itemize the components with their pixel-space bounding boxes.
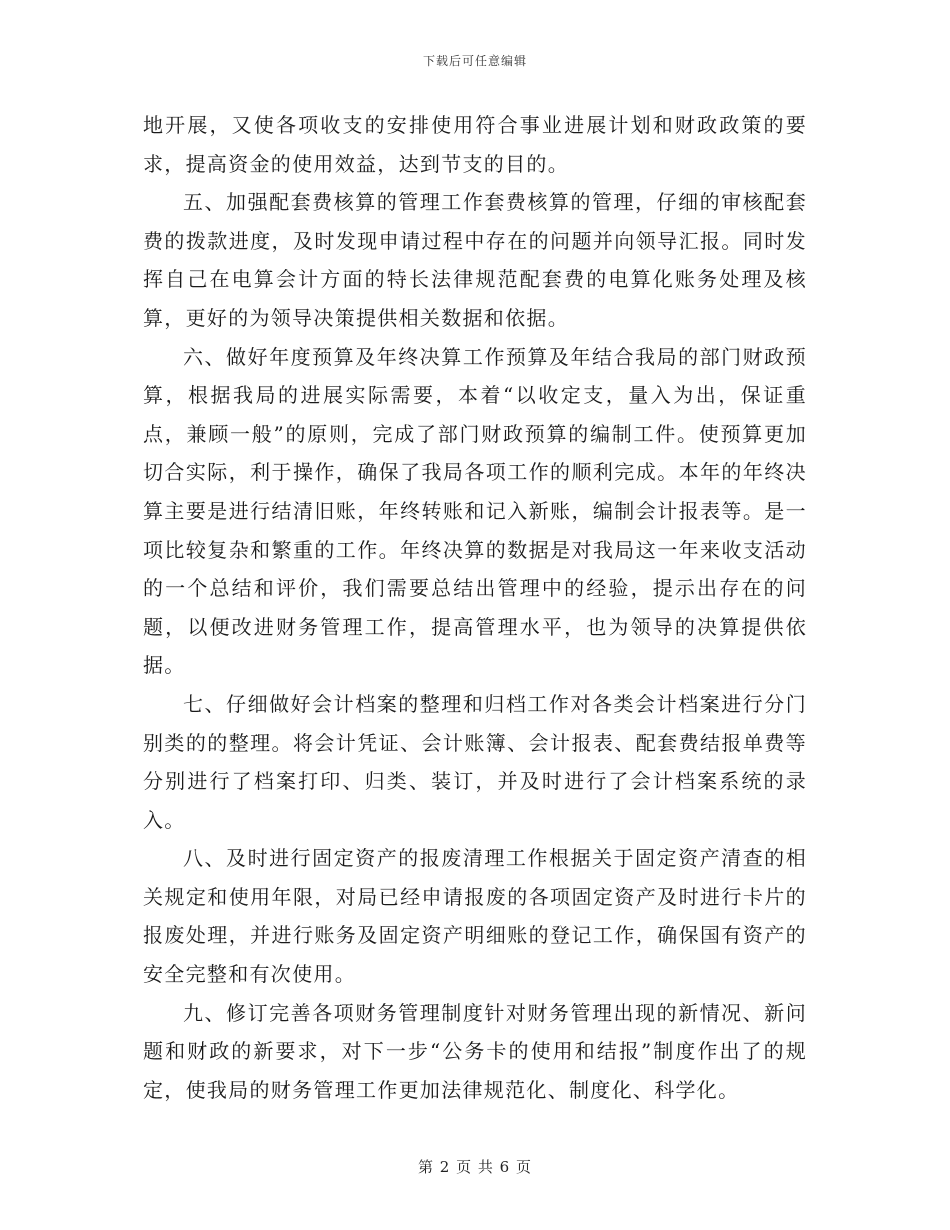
paragraph-continuation: 地开展，又使各项收支的安排使用符合事业进展计划和财政政策的要求，提高资金的使用效益，达到节支的目的。 — [143, 113, 807, 176]
paragraph-section-9: 九、修订完善各项财务管理制度针对财务管理出现的新情况、新问题和财政的新要求，对下一步“公务卡的使用和结报”制度作出了的规定，使我局的财务管理工作更加法律规范化、制度化、科学化。 — [143, 1000, 807, 1102]
paragraph-section-8: 八、及时进行固定资产的报废清理工作根据关于固定资产清查的相关规定和使用年限，对局已经申请报废的各项固定资产及时进行卡片的报废处理，并进行账务及固定资产明细账的登记工作，确保国有资产的安全完整和有次使用。 — [143, 846, 807, 987]
page-number: 第 2 页 共 6 页 — [418, 1158, 532, 1176]
document-body — [143, 106, 807, 1109]
paragraph-section-6: 六、做好年度预算及年终决算工作预算及年结合我局的部门财政预算，根据我局的进展实际需要，本着“以收定支，量入为出，保证重点，兼顾一般”的原则，完成了部门财政预算的编制工件。使预算更加切合实际，利于操作，确保了我局各项工作的顺利完成。本年的年终决算主要是进行结清旧账，年终转账和记入新账，编制会计报表等。是一项比较复杂和繁重的工作。年终决算的数据是对我局这一年来收支活动的一个总结和评价，我们需要总结出管理中的经验，提示出存在的问题，以便改进财务管理工作，提高管理水平，也为领导的决算提供依据。 — [143, 344, 807, 678]
paragraph-section-7: 七、仔细做好会计档案的整理和归档工作对各类会计档案进行分门别类的的整理。将会计凭证、会计账簿、会计报表、配套费结报单费等分别进行了档案打印、归类、装订，并及时进行了会计档案系统的录入。 — [143, 691, 807, 832]
header-note: 下载后可任意编辑 — [422, 54, 527, 68]
paragraph-section-5: 五、加强配套费核算的管理工作套费核算的管理，仔细的审核配套费的拨款进度，及时发现申请过程中存在的问题并向领导汇报。同时发挥自己在电算会计方面的特长法律规范配套费的电算化账务处理及核算，更好的为领导决策提供相关数据和依据。 — [143, 190, 807, 330]
